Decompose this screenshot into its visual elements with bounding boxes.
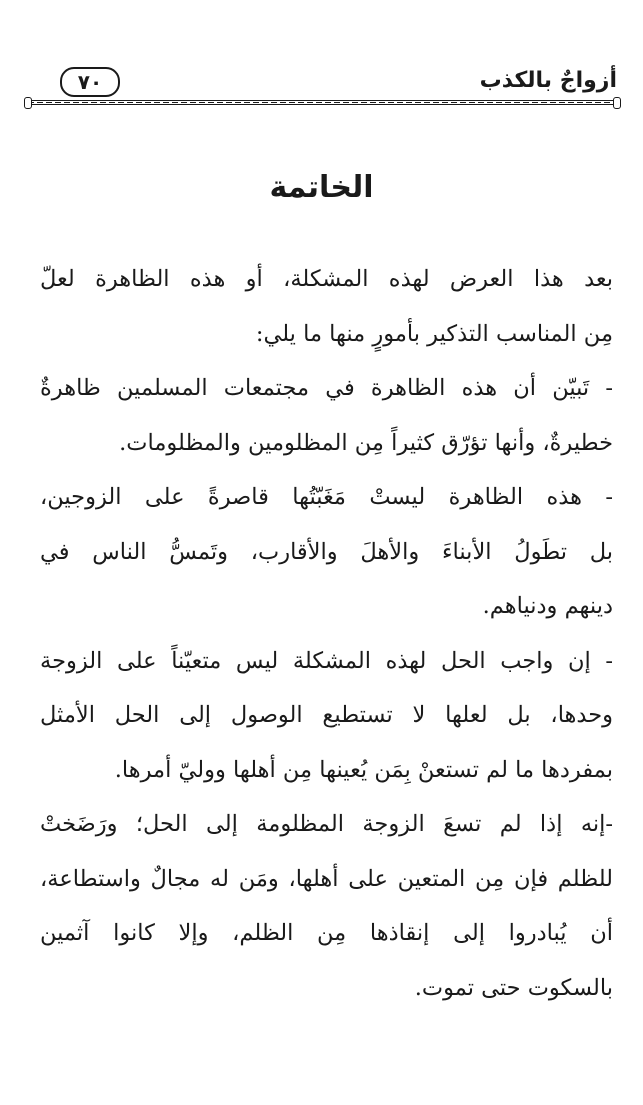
text-line: خطيرةٌ، وأنها تؤرّق كثيراً مِن المظلومين والمظلومات.	[119, 429, 613, 456]
text-line: - إن واجب الحل لهذه المشكلة ليس متعيّناً على الزوجة	[40, 647, 613, 674]
text-line: أن يُبادروا إلى إنقاذها مِن الظلم، وإلا كانوا آثمين	[40, 920, 613, 946]
running-title: أزواجٌ بالكذب	[479, 68, 617, 93]
divider-cap-left	[24, 97, 32, 109]
text-line: وحدها، بل لعلها لا تستطيع الوصول إلى الحل الأمثل	[40, 702, 613, 728]
text-line: للظلم فإن مِن المتعين على أهلها، ومَن له مجالٌ واستطاعة،	[40, 865, 613, 892]
divider-cap-right	[613, 97, 621, 109]
page-header	[28, 62, 617, 106]
text-line: مِن المناسب التذكير بأمورٍ منها ما يلي:	[255, 320, 613, 347]
text-line: دينهم ودنياهم.	[482, 593, 613, 619]
body-text	[40, 252, 613, 1015]
page-number: ٧٠	[60, 67, 120, 97]
text-line: بعد هذا العرض لهذه المشكلة، أو هذه الظاهرة لعلّ	[40, 266, 613, 292]
header-divider	[28, 100, 617, 105]
text-line: -إنه إذا لم تسعَ الزوجة المظلومة إلى الحل؛ ورَضَختْ	[40, 811, 613, 837]
text-line: بالسكوت حتى تموت.	[414, 974, 613, 1001]
text-line: - تَبيّن أن هذه الظاهرة في مجتمعات المسلمين ظاهرةٌ	[40, 375, 613, 401]
text-line: بمفردها ما لم تستعنْ بِمَن يُعينها مِن أهلها ووليّ أمرها.	[114, 756, 613, 783]
text-line: - هذه الظاهرة ليستْ مَغَبّتُها قاصرةً على الزوجين،	[40, 484, 613, 510]
text-line: بل تطَولُ الأبناءَ والأهلَ والأقارب، وتَمسُّ الناس في	[40, 538, 613, 565]
chapter-title: الخاتمة	[269, 170, 374, 205]
